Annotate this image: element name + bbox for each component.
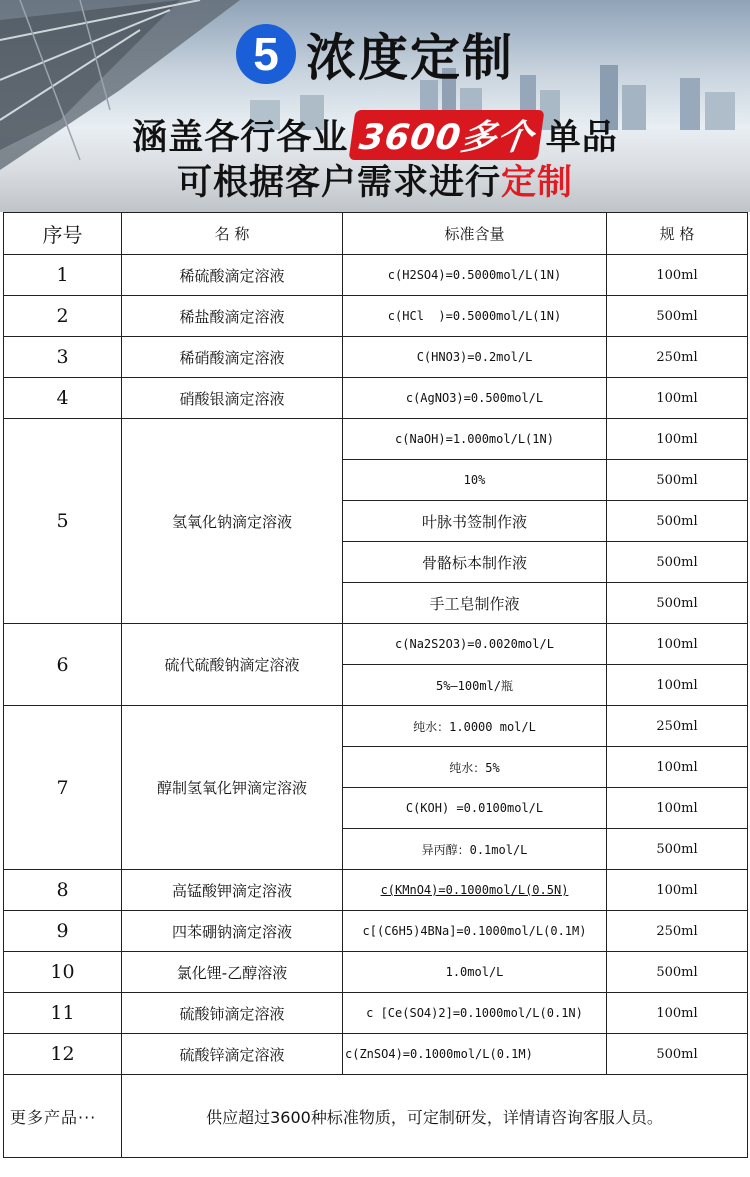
row-seq: 2 xyxy=(4,296,122,337)
table-row xyxy=(4,378,748,419)
row-spec: 100ml xyxy=(607,419,748,460)
table-row xyxy=(4,870,748,911)
table-row xyxy=(4,911,748,952)
row-std: 叶脉书签制作液 xyxy=(343,501,607,542)
row-spec: 250ml xyxy=(607,337,748,378)
table-row xyxy=(4,255,748,296)
row-std: c(HCl )=0.5000mol/L(1N) xyxy=(343,296,607,337)
row-spec: 100ml xyxy=(607,624,748,665)
highlight-count: 3600多个 xyxy=(349,110,545,160)
row-seq: 9 xyxy=(4,911,122,952)
table-row xyxy=(4,952,748,993)
row-seq: 5 xyxy=(4,419,122,624)
row-std: 5%—100ml/瓶 xyxy=(343,665,607,706)
row-spec: 250ml xyxy=(607,911,748,952)
row-spec: 100ml xyxy=(607,870,748,911)
row-spec: 500ml xyxy=(607,460,748,501)
more-products-text: 供应超过3600种标准物质，可定制研发，详情请咨询客服人员。 xyxy=(122,1075,748,1158)
row-seq: 10 xyxy=(4,952,122,993)
row-spec: 100ml xyxy=(607,665,748,706)
row-spec: 500ml xyxy=(607,501,748,542)
row-spec: 500ml xyxy=(607,829,748,870)
row-std: c(KMnO4)=0.1000mol/L(0.5N) xyxy=(343,870,607,911)
product-table xyxy=(3,212,748,1158)
row-name: 氯化锂-乙醇溶液 xyxy=(122,952,343,993)
row-std: c(AgNO3)=0.500mol/L xyxy=(343,378,607,419)
col-header-name: 名 称 xyxy=(122,213,343,255)
table-row xyxy=(4,993,748,1034)
col-header-spec: 规 格 xyxy=(607,213,748,255)
more-products-label: 更多产品··· xyxy=(4,1075,122,1158)
row-name: 醇制氢氧化钾滴定溶液 xyxy=(122,706,343,870)
row-name: 稀硫酸滴定溶液 xyxy=(122,255,343,296)
row-seq: 11 xyxy=(4,993,122,1034)
row-spec: 100ml xyxy=(607,993,748,1034)
title-row xyxy=(0,18,750,90)
table-row xyxy=(4,419,748,460)
row-std: 纯水：1.0000 mol/L xyxy=(343,706,607,747)
row-seq: 12 xyxy=(4,1034,122,1075)
row-spec: 250ml xyxy=(607,706,748,747)
row-spec: 500ml xyxy=(607,542,748,583)
row-std: 异丙醇：0.1mol/L xyxy=(343,829,607,870)
section-number-badge: 5 xyxy=(236,24,296,84)
subtitle-line-2: 可根据客户需求进行定制 xyxy=(176,163,574,203)
table-row xyxy=(4,624,748,665)
row-name: 硫酸锌滴定溶液 xyxy=(122,1034,343,1075)
table-header-row xyxy=(4,213,748,255)
subtitle-line-1: 涵盖各行各业 3600多个 单品 xyxy=(0,110,750,160)
row-seq: 3 xyxy=(4,337,122,378)
row-std: 1.0mol/L xyxy=(343,952,607,993)
row-name: 硫代硫酸钠滴定溶液 xyxy=(122,624,343,706)
row-std: c(NaOH)=1.000mol/L(1N) xyxy=(343,419,607,460)
row-spec: 500ml xyxy=(607,296,748,337)
row-spec: 100ml xyxy=(607,378,748,419)
row-name: 稀硝酸滴定溶液 xyxy=(122,337,343,378)
row-seq: 7 xyxy=(4,706,122,870)
row-std: C(HNO3)=0.2mol/L xyxy=(343,337,607,378)
row-spec: 500ml xyxy=(607,952,748,993)
row-spec: 500ml xyxy=(607,583,748,624)
row-std: c(H2SO4)=0.5000mol/L(1N) xyxy=(343,255,607,296)
row-std: c(ZnSO4)=0.1000mol/L(0.1M) xyxy=(343,1034,607,1075)
row-std: 骨骼标本制作液 xyxy=(343,542,607,583)
page-title: 浓度定制 xyxy=(306,29,514,87)
row-std: 纯水：5% xyxy=(343,747,607,788)
row-spec: 500ml xyxy=(607,1034,748,1075)
col-header-std: 标准含量 xyxy=(343,213,607,255)
header-banner xyxy=(0,0,750,212)
col-header-seq: 序号 xyxy=(4,213,122,255)
row-std: c(Na2S2O3)=0.0020mol/L xyxy=(343,624,607,665)
row-name: 硫酸铈滴定溶液 xyxy=(122,993,343,1034)
row-spec: 100ml xyxy=(607,255,748,296)
more-products-row xyxy=(4,1075,748,1158)
row-name: 四苯硼钠滴定溶液 xyxy=(122,911,343,952)
row-std: c [Ce(SO4)2]=0.1000mol/L(0.1N) xyxy=(343,993,607,1034)
row-name: 高锰酸钾滴定溶液 xyxy=(122,870,343,911)
table-row xyxy=(4,337,748,378)
row-std: 10% xyxy=(343,460,607,501)
row-std: C(KOH) =0.0100mol/L xyxy=(343,788,607,829)
table-row xyxy=(4,296,748,337)
row-name: 硝酸银滴定溶液 xyxy=(122,378,343,419)
row-seq: 4 xyxy=(4,378,122,419)
row-seq: 8 xyxy=(4,870,122,911)
table-row xyxy=(4,706,748,747)
row-spec: 100ml xyxy=(607,747,748,788)
row-name: 稀盐酸滴定溶液 xyxy=(122,296,343,337)
row-name: 氢氧化钠滴定溶液 xyxy=(122,419,343,624)
table-row xyxy=(4,1034,748,1075)
row-spec: 100ml xyxy=(607,788,748,829)
row-std: c[(C6H5)4BNa]=0.1000mol/L(0.1M) xyxy=(343,911,607,952)
highlight-custom: 定制 xyxy=(501,163,574,203)
row-seq: 6 xyxy=(4,624,122,706)
row-std: 手工皂制作液 xyxy=(343,583,607,624)
row-seq: 1 xyxy=(4,255,122,296)
